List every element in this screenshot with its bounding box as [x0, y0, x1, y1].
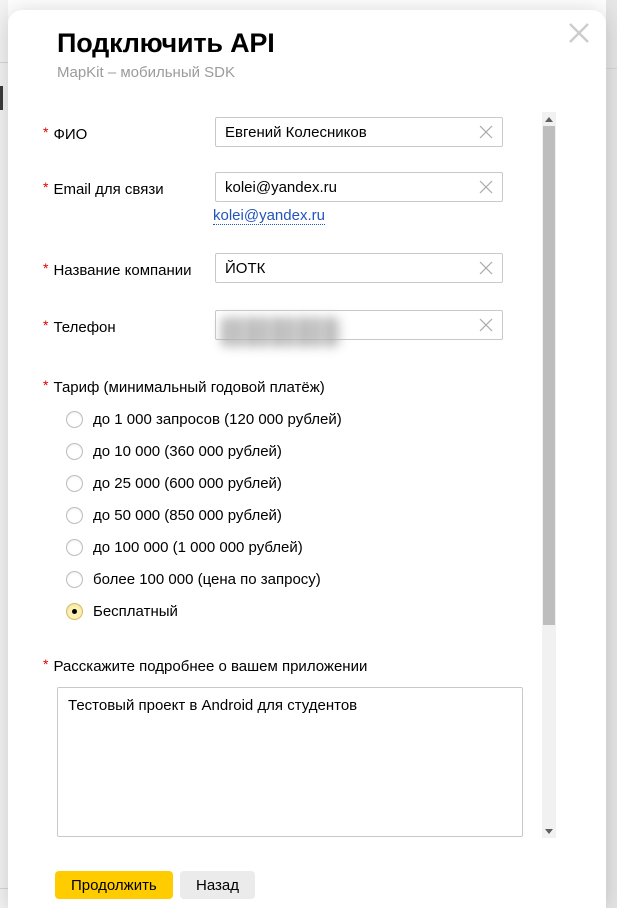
field-label-text: Расскажите подробнее о вашем приложении: [53, 658, 368, 675]
background-page-right-edge: [606, 0, 617, 908]
about-label: [43, 655, 367, 676]
fio-input[interactable]: [215, 117, 503, 147]
background-divider: [0, 62, 8, 63]
email-input[interactable]: [215, 172, 503, 202]
radio-icon[interactable]: [66, 411, 83, 428]
radio-icon[interactable]: [66, 507, 83, 524]
radio-icon[interactable]: [66, 539, 83, 556]
connect-api-modal: [8, 10, 606, 908]
background-page-left-edge: [0, 0, 8, 908]
company-input[interactable]: [215, 253, 503, 283]
email-suggestion-link[interactable]: kolei@yandex.ru: [213, 207, 325, 224]
background-text-fragment: [0, 86, 3, 110]
scrollbar-thumb[interactable]: [543, 126, 555, 625]
about-textarea-wrapper: [57, 687, 523, 837]
required-asterisk: *: [43, 656, 49, 672]
field-label-text: ФИО: [53, 126, 88, 143]
field-label-text: Тариф (минимальный годовой платёж): [53, 379, 325, 396]
page-subtitle: MapKit – мобильный SDK: [57, 64, 236, 81]
company-input-wrapper: [215, 253, 503, 283]
back-button[interactable]: Назад: [180, 871, 255, 899]
required-asterisk: *: [43, 179, 49, 195]
tariff-option-label[interactable]: до 100 000 (1 000 000 рублей): [93, 539, 303, 556]
tariff-group-label: [43, 376, 325, 397]
radio-icon[interactable]: [66, 571, 83, 588]
radio-icon[interactable]: [66, 475, 83, 492]
clear-icon[interactable]: [478, 179, 494, 195]
clear-icon[interactable]: [478, 317, 494, 333]
field-label-text: Название компании: [53, 262, 192, 279]
required-asterisk: *: [43, 377, 49, 393]
radio-icon[interactable]: [66, 603, 83, 620]
phone-input-wrapper: [215, 310, 503, 340]
field-label-email: [43, 178, 164, 199]
scrollbar-up-arrow-icon[interactable]: [542, 112, 556, 126]
field-label-text: Телефон: [53, 319, 116, 336]
clear-icon[interactable]: [478, 124, 494, 140]
background-divider: [0, 888, 8, 889]
page-title: Подключить API: [57, 28, 275, 58]
tariff-option-label[interactable]: Бесплатный: [93, 603, 178, 620]
email-input-wrapper: [215, 172, 503, 202]
field-label-text: Email для связи: [53, 181, 164, 198]
background-divider: [606, 68, 617, 69]
about-textarea[interactable]: [57, 687, 523, 837]
close-icon[interactable]: [564, 18, 594, 48]
tariff-option-label[interactable]: до 1 000 запросов (120 000 рублей): [93, 411, 342, 428]
field-label-company: [43, 259, 192, 280]
tariff-option-label[interactable]: до 50 000 (850 000 рублей): [93, 507, 282, 524]
radio-icon[interactable]: [66, 443, 83, 460]
required-asterisk: *: [43, 124, 49, 140]
form-scrollbar[interactable]: [542, 112, 556, 838]
required-asterisk: *: [43, 317, 49, 333]
field-label-fio: [43, 123, 87, 144]
continue-button[interactable]: Продолжить: [55, 871, 173, 899]
scrollbar-down-arrow-icon[interactable]: [542, 824, 556, 838]
tariff-option-label[interactable]: до 25 000 (600 000 рублей): [93, 475, 282, 492]
clear-icon[interactable]: [478, 260, 494, 276]
phone-input[interactable]: [215, 310, 503, 340]
field-label-phone: [43, 316, 116, 337]
fio-input-wrapper: [215, 117, 503, 147]
tariff-option-label[interactable]: более 100 000 (цена по запросу): [93, 571, 321, 588]
tariff-option-label[interactable]: до 10 000 (360 000 рублей): [93, 443, 282, 460]
required-asterisk: *: [43, 260, 49, 276]
